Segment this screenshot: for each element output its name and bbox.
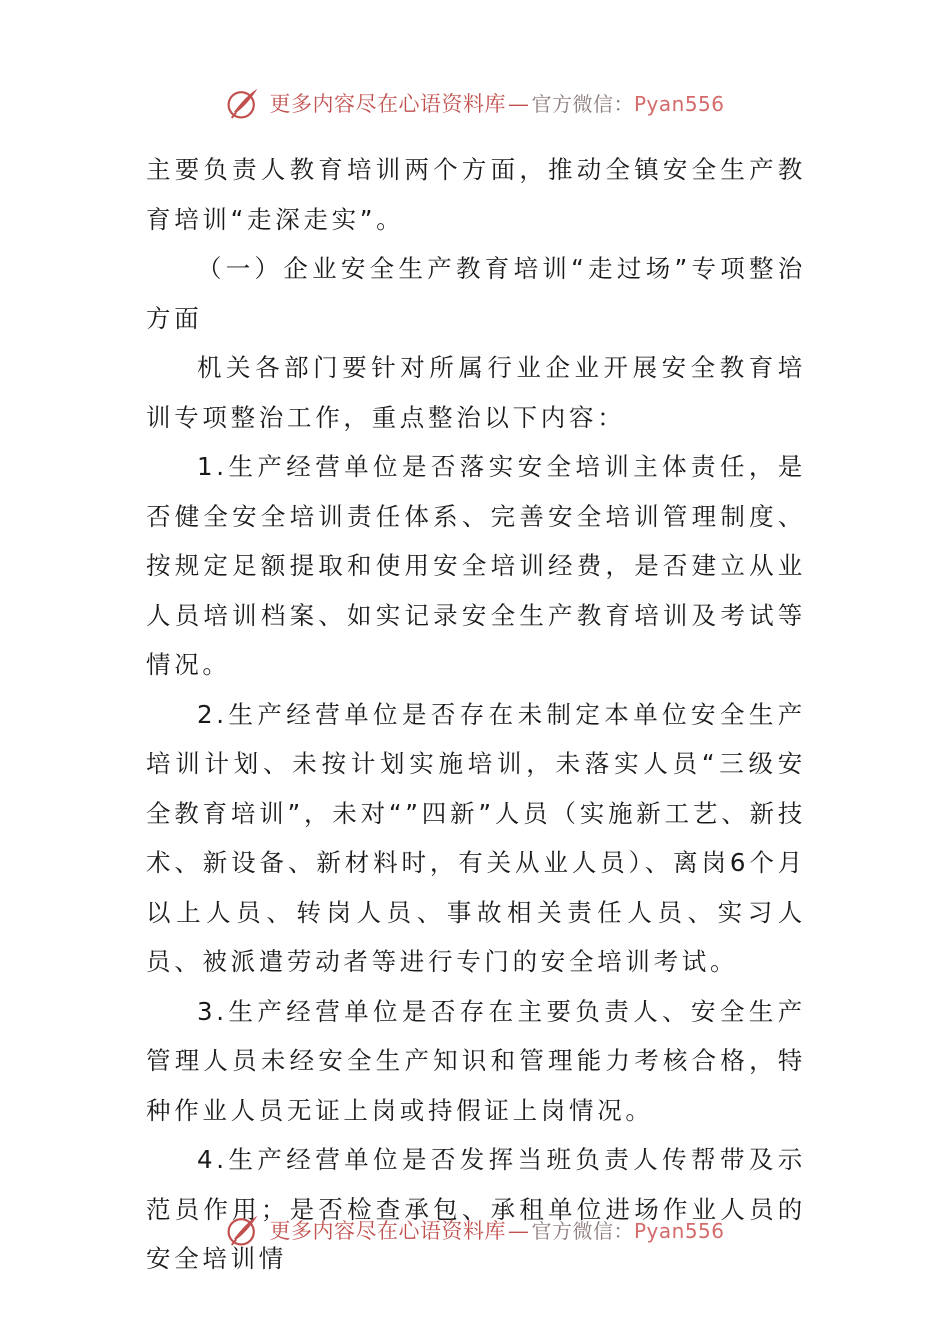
paragraph-item-3: 3.生产经营单位是否存在主要负责人、安全生产管理人员未经安全生产知识和管理能力考核合格，特种作业人员无证上岗或持假证上岗情况。 [146, 996, 806, 1125]
watermark-prefix: 更多内容尽在心语资料库 [269, 92, 506, 116]
watermark-dash: — [507, 92, 530, 116]
watermark-wechat-id: Pyan556 [633, 1219, 725, 1243]
document-body [146, 145, 806, 1284]
paragraph-continuation: 主要负责人教育培训两个方面，推动全镇安全生产教育培训“走深走实”。 [146, 155, 806, 234]
watermark-text [269, 1215, 724, 1245]
watermark-dash: — [507, 1219, 530, 1243]
header-watermark [0, 83, 950, 123]
watermark-wechat-id: Pyan556 [633, 92, 725, 116]
quill-pen-logo-icon [225, 1212, 261, 1248]
watermark-official: 官方微信： [531, 1219, 634, 1243]
section-heading: （一）企业安全生产教育培训“走过场”专项整治方面 [146, 254, 806, 333]
quill-pen-logo-icon [225, 85, 261, 121]
footer-watermark [0, 1210, 950, 1250]
watermark-official: 官方微信： [531, 92, 634, 116]
paragraph-item-4: 4.生产经营单位是否发挥当班负责人传帮带及示范员作用；是否检查承包、承租单位进场作业人员的安全培训情 [146, 1145, 806, 1273]
watermark-prefix: 更多内容尽在心语资料库 [269, 1219, 506, 1243]
paragraph-item-1: 1.生产经营单位是否落实安全培训主体责任，是否健全安全培训责任体系、完善安全培训管理制度、按规定足额提取和使用安全培训经费，是否建立从业人员培训档案、如实记录安全生产教育培训及考试等情况。 [146, 452, 806, 679]
watermark-text [269, 88, 724, 118]
paragraph-intro: 机关各部门要针对所属行业企业开展安全教育培训专项整治工作，重点整治以下内容： [146, 353, 806, 432]
paragraph-item-2: 2.生产经营单位是否存在未制定本单位安全生产培训计划、未按计划实施培训，未落实人员“三级安全教育培训”，未对“”四新”人员（实施新工艺、新技术、新设备、新材料时，有关从业人员）、离岗6个月以上人员、转岗人员、事故相关责任人员、实习人员、被派遣劳动者等进行专门的安全培训考试。 [146, 699, 806, 976]
